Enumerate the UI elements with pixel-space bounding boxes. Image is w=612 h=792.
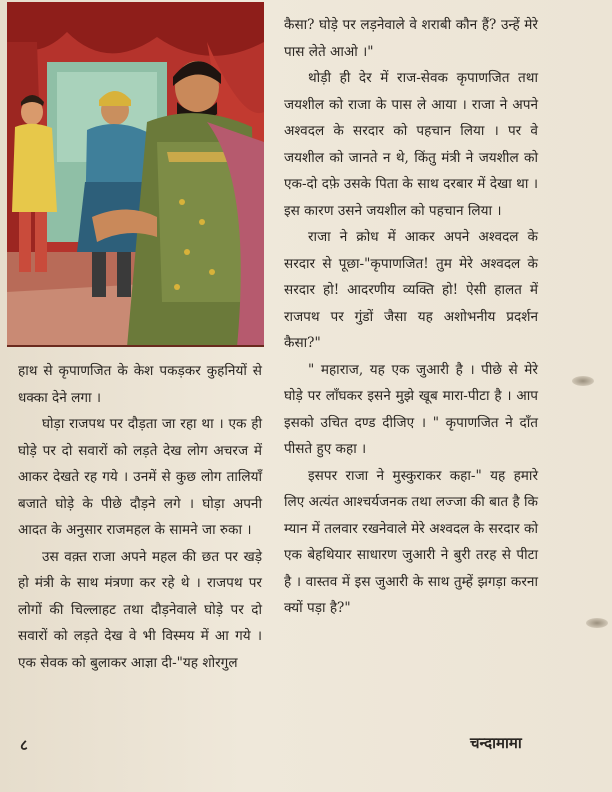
paragraph: थोड़ी ही देर में राज-सेवक कृपाणजित तथा जयशील को राजा के पास ले आया । राजा ने अपने अश्वदल के सरदार को पहचान लिया । पर वे जयशील को जानते न थे, किंतु मंत्री ने जयशील को एक-दो दफ़े उसके पिता के साथ दरबार में देखा था । इस कारण उसने जयशील को पहचान लिया ।	[284, 70, 538, 219]
binding-hole	[586, 618, 608, 628]
court-scene-illustration	[7, 2, 264, 347]
paragraph: " महाराज, यह एक जुआरी है । पीछे से मेरे घोड़े पर लाँघकर इसने मुझे खूब मारा-पीटा है । आप इसको उचित दण्ड दीजिए । " कृपाणजित ने दाँत पीसते हुए कहा ।	[284, 361, 538, 457]
right-text-column	[284, 12, 538, 622]
magazine-name: चन्दामामा	[470, 734, 522, 752]
paragraph: हाथ से कृपाणजित के केश पकड़कर कुहनियों से धक्का देने लगा ।	[18, 363, 262, 406]
binding-hole	[572, 376, 594, 386]
paragraph: कैसा? घोड़े पर लड़नेवाले वे शराबी कौन हैं? उन्हें मेरे पास लेते आओ ।"	[284, 17, 538, 60]
paragraph: घोड़ा राजपथ पर दौड़ता जा रहा था । एक ही घोड़े पर दो सवारों को लड़ते देख लोग अचरज में आकर देखते रह गये । उनमें से कुछ लोग तालियाँ बजाते घोड़े के पीछे दौड़ने लगे । घोड़ा अपनी आदत के अनुसार राजमहल के सामने जा रुका ।	[18, 416, 262, 538]
page-number: ८	[20, 736, 28, 754]
paragraph: उस वक़्त राजा अपने महल की छत पर खड़े हो मंत्री के साथ मंत्रणा कर रहे थे । राजपथ पर लोगों की चिल्लाहट तथा दौड़नेवाले घोड़े पर दो सवारों को लड़ते देख वे भी विस्मय में आ गये । एक सेवक को बुलाकर आज्ञा दी-"यह शोरगुल	[18, 548, 262, 671]
paragraph: इसपर राजा ने मुस्कुराकर कहा-" यह हमारे लिए अत्यंत आश्चर्यजनक तथा लज्जा की बात है कि म्यान में तलवार रखनेवाले मेरे अश्वदल के सरदार को एक बेहथियार साधारण जुआरी ने बुरी तरह से पीटा है । वास्तव में इस जुआरी के साथ तुम्हें झगड़ा करना क्यों पड़ा है?"	[284, 467, 538, 616]
left-text-column	[18, 358, 262, 676]
paragraph: राजा ने क्रोध में आकर अपने अश्वदल के सरदार से पूछा-"कृपाणजित! तुम मेरे अश्वदल के सरदार हो! आदरणीय व्यक्ति हो! ऐसी हालत में राजपथ पर गुंडों जैसा यह अशोभनीय प्रदर्शन कैसा?"	[284, 229, 538, 351]
